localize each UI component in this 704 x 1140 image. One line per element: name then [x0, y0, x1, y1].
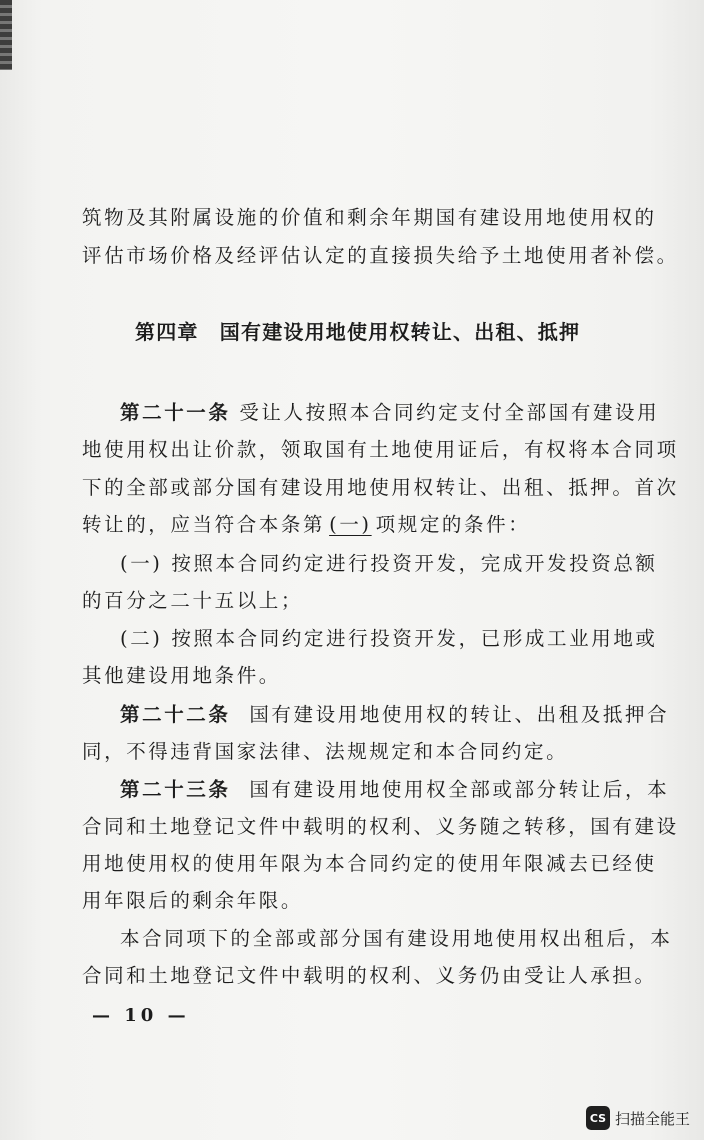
chapter-heading: 第四章 国有建设用地使用权转让、出租、抵押	[135, 320, 581, 344]
intro-line-1: 筑物及其附属设施的价值和剩余年期国有建设用地使用权的	[82, 206, 657, 229]
scan-edge-shadow	[0, 0, 12, 70]
article23-line-1	[120, 778, 669, 802]
article21-text-1: 受让人按照本合同约定支付全部国有建设用	[239, 401, 660, 424]
article21-text-4b: 项规定的条件：	[375, 513, 531, 536]
article21-line-1	[120, 401, 659, 425]
article23-text-1: 国有建设用地使用权全部或部分转让后，本	[249, 778, 670, 801]
article22-line-1	[120, 703, 669, 727]
lease-line-1: 本合同项下的全部或部分国有建设用地使用权出租后，本	[120, 927, 673, 950]
item2-line-1: (二) 按照本合同约定进行投资开发，已形成工业用地或	[120, 627, 658, 650]
article22-text-1: 国有建设用地使用权的转让、出租及抵押合	[249, 703, 670, 726]
article23-line-2: 合同和土地登记文件中载明的权利、义务随之转移，国有建设	[82, 815, 679, 838]
article23-line-4: 用年限后的剩余年限。	[82, 889, 304, 912]
item1-line-2: 的百分之二十五以上；	[82, 589, 304, 612]
article21-line-4	[82, 513, 530, 537]
page-number: — 10 —	[92, 1005, 190, 1026]
article21-line-2: 地使用权出让价款，领取国有土地使用证后，有权将本合同项	[82, 438, 679, 461]
item2-line-2: 其他建设用地条件。	[82, 664, 281, 687]
article21-text-4a: 转让的，应当符合本条第	[82, 513, 326, 536]
camscanner-logo-icon: CS	[586, 1106, 610, 1130]
scanner-watermark	[586, 1106, 690, 1130]
item1-line-1: (一) 按照本合同约定进行投资开发，完成开发投资总额	[120, 552, 658, 575]
article22-line-2: 同，不得违背国家法律、法规规定和本合同约定。	[82, 740, 569, 763]
article21-line-3: 下的全部或部分国有建设用地使用权转让、出租、抵押。首次	[82, 476, 679, 499]
watermark-label: 扫描全能王	[614, 1109, 690, 1128]
article23-line-3: 用地使用权的使用年限为本合同约定的使用年限减去已经使	[82, 852, 657, 875]
intro-line-2: 评估市场价格及经评估认定的直接损失给予土地使用者补偿。	[82, 244, 679, 267]
condition-fill-in: (一)	[329, 513, 372, 536]
article22-label: 第二十二条	[120, 703, 231, 726]
article21-label: 第二十一条	[120, 401, 231, 424]
article23-label: 第二十三条	[120, 778, 231, 801]
lease-line-2: 合同和土地登记文件中载明的权利、义务仍由受让人承担。	[82, 964, 657, 987]
